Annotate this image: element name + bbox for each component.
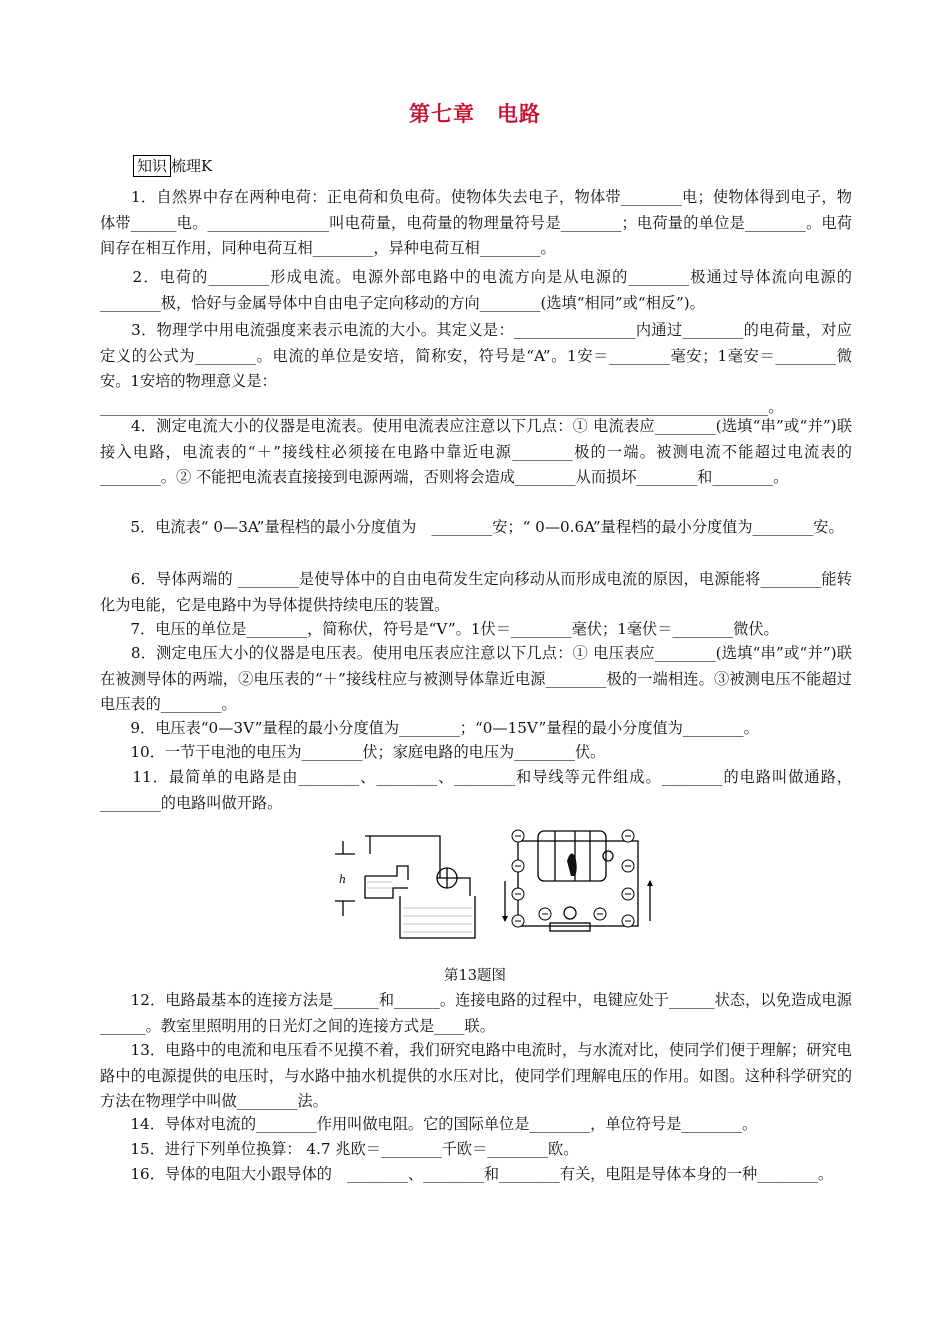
question-16: 16．导体的电阻大小跟导体的 ________、________和________有关，电阻是导体本身的一种________。 <box>100 1165 834 1183</box>
question-3: 3．物理学中用电流强度来表示电流的大小。其定义是：________________内通过________的电荷量，对应定义的公式为________。电流的单位是安培，简称安，符号是“A”。1安＝________毫安；1毫安＝________微安。1安培的物理意义是： ________________________________________________________________________________________。 <box>100 321 852 416</box>
question-6: 6．导体两端的 ________是使导体中的自由电荷发生定向移动从而形成电流的原因，电源能将________能转化为电能，它是电路中为导体提供持续电压的装置。 <box>100 570 852 614</box>
figure-h-label: h <box>339 873 347 886</box>
question-1: 1．自然界中存在两种电荷：正电荷和负电荷。使物体失去电子，物体带________电；使物体得到电子，物体带______电。________________叫电荷量，电荷量的物理量符号是________；电荷量的单位是________。电荷间存在相互作用，同种电荷互相________，异种电荷互相________。 <box>100 188 852 257</box>
question-4: 4．测定电流大小的仪器是电流表。使用电流表应注意以下几点：① 电流表应________(选填“串”或“并”)联接入电路，电流表的“＋”接线柱必须接在电路中靠近电源________极的一端。被测电流不能超过电流表的________。② 不能把电流表直接接到电源两端，否则将会造成________从而损坏________和________。 <box>100 417 852 486</box>
question-10: 10．一节干电池的电压为________伏；家庭电路的电压为________伏。 <box>100 743 606 761</box>
question-12: 12．电路最基本的连接方法是______和______。连接电路的过程中，电键应处于______状态，以免造成电源______。教室里照明用的日光灯之间的连接方式是____联。 <box>100 991 852 1035</box>
question-2: 2．电荷的________形成电流。电源外部电路中的电流方向是从电源的________极通过导体流向电源的________极，恰好与金属导体中自由电子定向移动的方向________(选填“相同”或“相反”)。 <box>100 268 852 312</box>
question-8: 8．测定电压大小的仪器是电压表。使用电压表应注意以下几点：① 电压表应________(选填“串”或“并”)联在被测导体的两端，②电压表的“＋”接线柱应与被测导体靠近电源________极的一端相连。③被测电压不能超过电压表的________。 <box>100 644 852 713</box>
section-heading-boxed: 知识 <box>133 155 171 177</box>
question-11: 11．最简单的电路是由________、________、________和导线等元件组成。________的电路叫做通路，________的电路叫做开路。 <box>100 768 852 812</box>
question-15: 15．进行下列单位换算： 4.7 兆欧＝________千欧＝________欧。 <box>100 1140 579 1158</box>
question-7: 7．电压的单位是________，简称伏，符号是“V”。1伏＝________毫伏；1毫伏＝________微伏。 <box>100 620 779 638</box>
section-heading-rest: 梳理K <box>171 157 213 175</box>
section-heading <box>133 155 212 176</box>
question-5: 5．电流表“ 0—3A”量程档的最小分度值为 ________安；“ 0—0.6A”量程档的最小分度值为________安。 <box>100 518 844 536</box>
question-9: 9．电压表“0—3V”量程的最小分度值为________；“0—15V”量程的最小分度值为________。 <box>100 719 759 737</box>
figure-caption: 第13题图 <box>444 968 506 984</box>
figure-13 <box>325 826 670 956</box>
question-13: 13．电路中的电流和电压看不见摸不着，我们研究电路中电流时，与水流对比，使同学们便于理解；研究电路中的电源提供的电压时，与水路中抽水机提供的水压对比，使同学们理解电压的作用。如图。这种科学研究的方法在物理学中叫做________法。 <box>100 1041 852 1110</box>
question-14: 14．导体对电流的________作用叫做电阻。它的国际单位是________，单位符号是________。 <box>100 1115 758 1133</box>
page-title: 第七章 电路 <box>409 102 541 126</box>
